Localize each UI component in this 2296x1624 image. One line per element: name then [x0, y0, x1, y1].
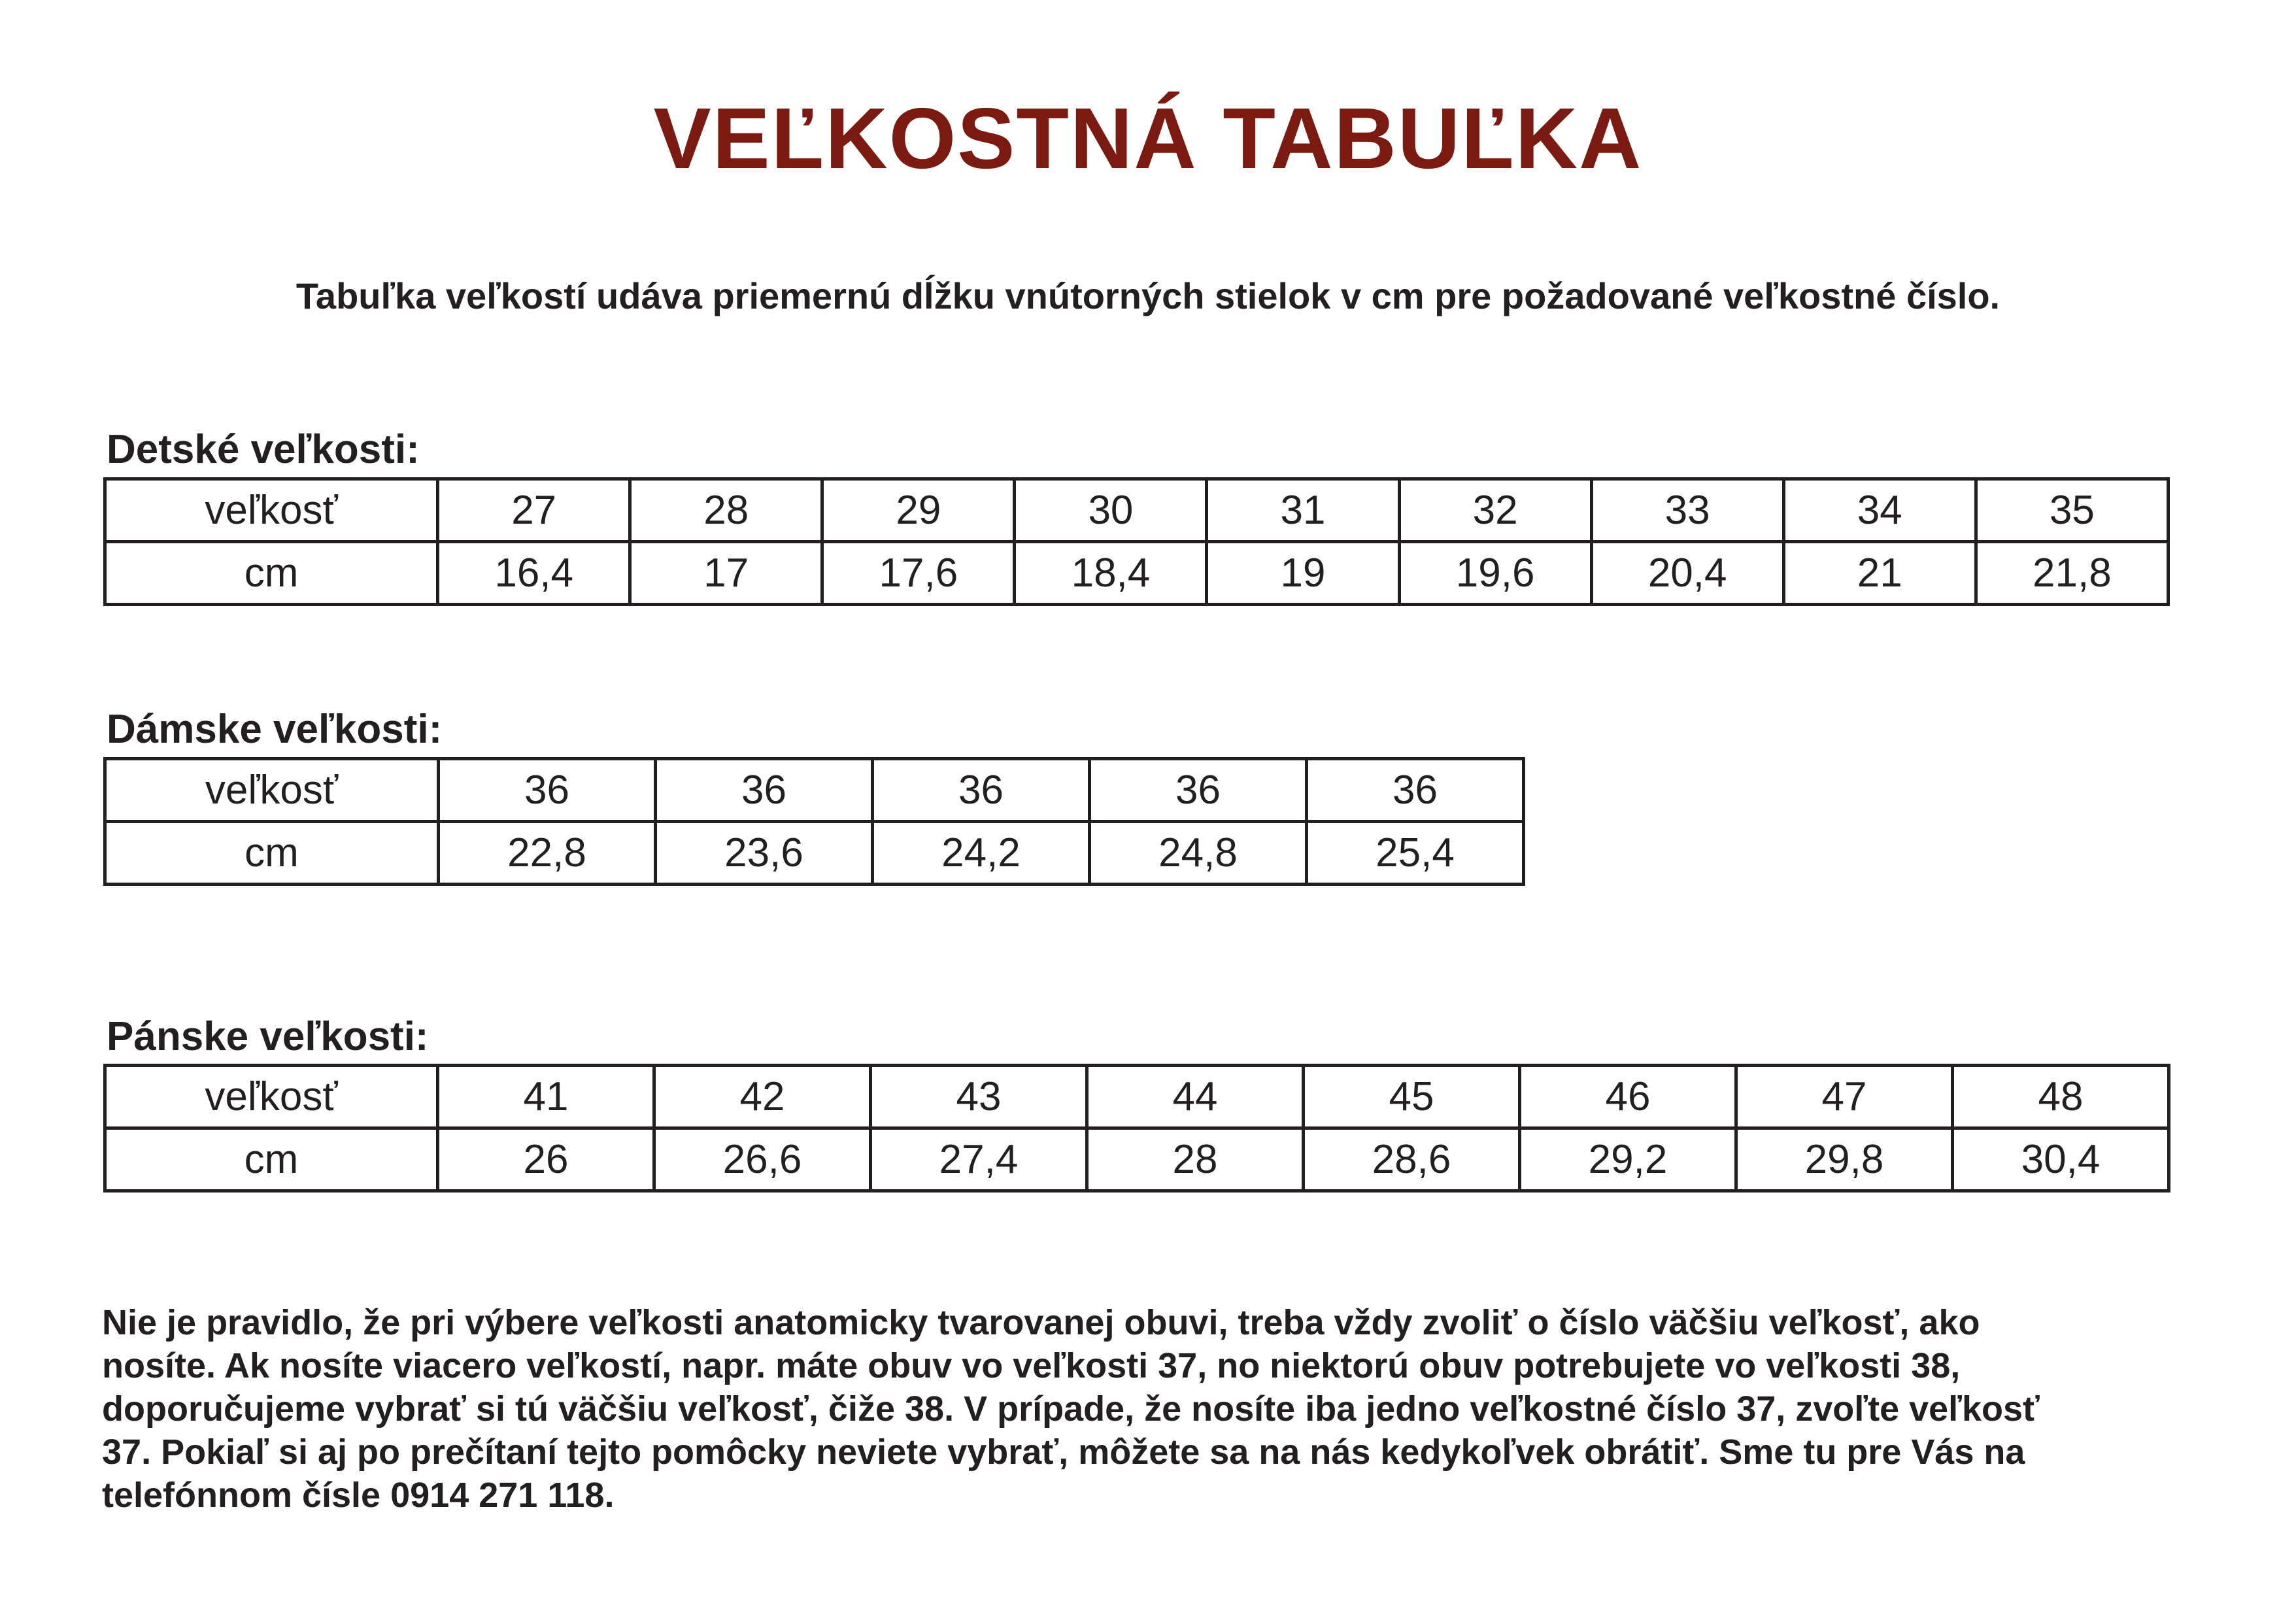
- note-line: telefónnom čísle 0914 271 118.: [102, 1476, 615, 1515]
- cell-cm: 27,4: [871, 1128, 1087, 1191]
- cell-cm: 17: [630, 542, 822, 605]
- table-row-cm: [105, 822, 1524, 885]
- table-row-size: [105, 759, 1524, 822]
- section-label-detske: Detské veľkosti:: [107, 427, 420, 472]
- section-label-damske: Dámske veľkosti:: [107, 707, 443, 752]
- row-header-size: veľkosť: [105, 479, 438, 542]
- cell-size: 28: [630, 479, 822, 542]
- table-row-size: [105, 1066, 2169, 1128]
- cell-cm: 26,6: [654, 1128, 871, 1191]
- cell-size: 42: [654, 1066, 871, 1128]
- cell-cm: 20,4: [1591, 542, 1783, 605]
- cell-size: 36: [1090, 759, 1307, 822]
- row-header-cm: cm: [105, 1128, 438, 1191]
- cell-size: 48: [1953, 1066, 2169, 1128]
- cell-size: 32: [1399, 479, 1591, 542]
- row-header-cm: cm: [105, 822, 439, 885]
- table-row-cm: [105, 1128, 2169, 1191]
- table-row-cm: [105, 542, 2169, 605]
- cell-size: 33: [1591, 479, 1783, 542]
- cell-size: 41: [438, 1066, 654, 1128]
- cell-size: 27: [438, 479, 630, 542]
- cell-cm: 29,2: [1520, 1128, 1736, 1191]
- note-line: Nie je pravidlo, že pri výbere veľkosti anatomicky tvarovanej obuvi, treba vždy zvoliť o číslo väčšiu veľkosť, ako: [102, 1303, 1980, 1342]
- cell-cm: 29,8: [1736, 1128, 1953, 1191]
- cell-cm: 23,6: [656, 822, 873, 885]
- cell-size: 46: [1520, 1066, 1736, 1128]
- cell-size: 30: [1015, 479, 1207, 542]
- cell-cm: 21: [1783, 542, 1976, 605]
- cell-size: 44: [1087, 1066, 1304, 1128]
- size-table-detske: [103, 477, 2170, 606]
- note-line: 37. Pokiaľ si aj po prečítaní tejto pomôcky neviete vybrať, môžete sa na nás kedykoľvek obrátiť. Sme tu pre Vás na: [102, 1432, 2025, 1472]
- cell-cm: 28,6: [1304, 1128, 1520, 1191]
- cell-cm: 19,6: [1399, 542, 1591, 605]
- cell-cm: 17,6: [822, 542, 1015, 605]
- table-row-size: [105, 479, 2169, 542]
- cell-size: 36: [873, 759, 1090, 822]
- note-line: nosíte. Ak nosíte viacero veľkostí, napr. máte obuv vo veľkosti 37, no niektorú obuv potrebujete vo veľkosti 38,: [102, 1346, 1961, 1385]
- cell-size: 35: [1976, 479, 2168, 542]
- cell-cm: 26: [438, 1128, 654, 1191]
- cell-size: 29: [822, 479, 1015, 542]
- row-header-cm: cm: [105, 542, 438, 605]
- cell-cm: 22,8: [439, 822, 656, 885]
- cell-size: 34: [1783, 479, 1976, 542]
- size-table-panske: [103, 1064, 2170, 1193]
- cell-cm: 30,4: [1953, 1128, 2169, 1191]
- cell-cm: 24,2: [873, 822, 1090, 885]
- cell-size: 36: [439, 759, 656, 822]
- row-header-size: veľkosť: [105, 1066, 438, 1128]
- cell-size: 36: [656, 759, 873, 822]
- cell-cm: 21,8: [1976, 542, 2168, 605]
- page-title: VEĽKOSTNÁ TABUĽKA: [653, 90, 1643, 186]
- cell-size: 45: [1304, 1066, 1520, 1128]
- cell-cm: 19: [1207, 542, 1399, 605]
- row-header-size: veľkosť: [105, 759, 439, 822]
- section-label-panske: Pánske veľkosti:: [107, 1014, 429, 1059]
- note-paragraph: [102, 1301, 2233, 1517]
- cell-size: 36: [1307, 759, 1524, 822]
- subtitle: Tabuľka veľkostí udáva priemernú dĺžku vnútorných stielok v cm pre požadované veľkostné číslo.: [295, 275, 2001, 316]
- cell-cm: 16,4: [438, 542, 630, 605]
- cell-cm: 24,8: [1090, 822, 1307, 885]
- cell-size: 47: [1736, 1066, 1953, 1128]
- cell-cm: 25,4: [1307, 822, 1524, 885]
- cell-cm: 28: [1087, 1128, 1304, 1191]
- size-table-damske: [103, 757, 1525, 886]
- note-line: doporučujeme vybrať si tú väčšiu veľkosť, čiže 38. V prípade, že nosíte iba jedno veľkostné číslo 37, zvoľte veľkosť: [102, 1389, 2040, 1429]
- cell-size: 43: [871, 1066, 1087, 1128]
- cell-size: 31: [1207, 479, 1399, 542]
- cell-cm: 18,4: [1015, 542, 1207, 605]
